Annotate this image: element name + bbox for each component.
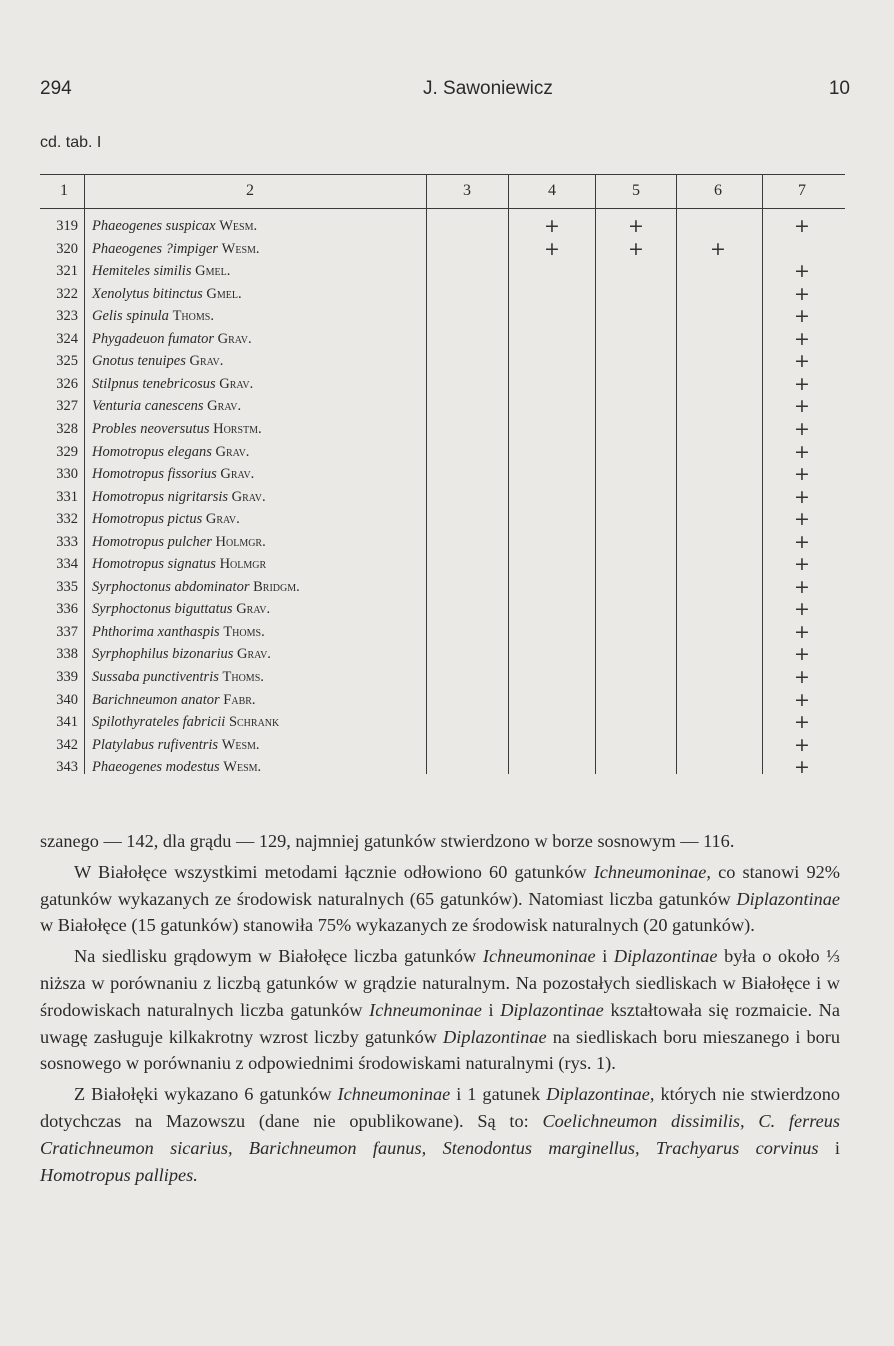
species-binomial: Homotropus nigritarsis [92, 488, 229, 505]
species-name [92, 376, 253, 393]
species-name [92, 624, 265, 641]
column-header: 7 [798, 182, 806, 199]
table-row [40, 757, 845, 780]
species-author: Grav. [237, 646, 271, 663]
row-number: 342 [56, 736, 78, 753]
column-header: 5 [632, 182, 640, 199]
presence-mark: + [794, 417, 810, 440]
species-author: Bridgm. [253, 578, 300, 595]
species-binomial: Barichneumon anator [92, 691, 220, 708]
species-author: Schrank [228, 714, 280, 731]
presence-mark: + [794, 305, 810, 328]
row-number: 323 [56, 308, 78, 325]
species-name [92, 263, 230, 280]
species-author: Wesm. [219, 218, 258, 234]
species-binomial: Homotropus pictus [92, 511, 203, 528]
species-author: Grav. [231, 488, 266, 505]
species-author: Thoms. [172, 308, 214, 325]
table-row [40, 667, 845, 690]
table-row [40, 599, 845, 622]
presence-mark: + [794, 350, 810, 373]
row-number: 327 [56, 398, 78, 415]
species-binomial: Gelis spinula [92, 308, 169, 325]
species-name [92, 353, 223, 370]
species-author: Wesm. [223, 759, 262, 776]
table-row [40, 554, 845, 577]
species-name [92, 489, 266, 506]
species-author: Holmgr [219, 556, 267, 573]
species-name [92, 241, 260, 258]
table-row [40, 351, 845, 374]
row-number: 333 [56, 533, 78, 550]
species-binomial: Sussaba punctiventris [92, 669, 219, 685]
presence-mark: + [794, 598, 810, 621]
table-row [40, 396, 845, 419]
species-name [92, 534, 266, 551]
species-author: Grav. [205, 511, 240, 528]
table-row [40, 712, 845, 735]
presence-mark: + [544, 237, 560, 260]
row-number: 339 [56, 669, 78, 685]
species-name [92, 398, 241, 415]
species-binomial: Homotropus signatus [92, 556, 216, 573]
species-name [92, 444, 249, 461]
presence-mark: + [794, 260, 810, 283]
row-number: 340 [56, 691, 78, 708]
table-row [40, 261, 845, 284]
species-name [92, 421, 262, 438]
species-name [92, 511, 240, 528]
paragraph: Na siedlisku grądowym w Białołęce liczba gatunków Ichneumoninae i Diplazontinae była o około ⅓ niższa w porównaniu z liczbą gatunków w grądzie naturalnym. Na pozostałych siedliskach w Białołęce i w środowiskach naturalnych liczba gatunków Ichneumoninae i Diplazontinae kształtowała się rozmaicie. Na uwagę zasługuje kilkakrotny wzrost liczby gatunków Diplazontinae na siedliskach boru mieszanego i boru sosnowego w porównaniu z odpowiednimi środowiskami naturalnymi (rys. 1). [40, 946, 840, 1074]
presence-mark: + [544, 215, 560, 237]
species-name [92, 646, 271, 663]
species-author: Grav. [220, 466, 255, 483]
species-author: Grav. [219, 375, 254, 392]
presence-mark: + [794, 666, 810, 688]
species-author: Horstm. [213, 420, 262, 437]
species-author: Grav. [215, 443, 250, 460]
species-author: Grav. [189, 353, 224, 370]
paragraph: W Białołęce wszystkimi metodami łącznie odłowiono 60 gatunków Ichneumoninae, co stanowi 92% gatunków wykazanych ze środowisk naturalnych (65 gatunków). Natomiast liczba gatunków Diplazontinae w Białołęce (15 gatunków) stanowiła 75% wykazanych ze środowisk naturalnych (20 gatunków). [40, 861, 840, 936]
presence-mark: + [794, 553, 810, 576]
species-binomial: Homotropus elegans [92, 443, 212, 460]
species-table [40, 168, 845, 778]
species-name [92, 601, 270, 618]
row-number: 330 [56, 466, 78, 483]
table-row [40, 644, 845, 667]
table-row [40, 442, 845, 465]
presence-mark: + [794, 530, 810, 553]
species-binomial: Phygadeuon fumator [92, 330, 215, 347]
presence-mark: + [794, 575, 810, 598]
paragraph: Z Białołęki wykazano 6 gatunków Ichneumoninae i 1 gatunek Diplazontinae, których nie stwierdzono dotychczas na Mazowszu (dane nie opublikowane). Są to: Coelichneumon dissimilis, C. ferreus Cratichneumon sicarius, Barichneumon faunus, Stenodontus marginellus, Trachyarus corvinus i Homotropus pallipes. [40, 1084, 841, 1185]
species-binomial: Xenolytus bitinctus [92, 285, 203, 302]
presence-mark: + [794, 688, 810, 711]
row-number: 326 [56, 375, 78, 392]
species-binomial: Syrphoctonus biguttatus [92, 601, 233, 618]
species-binomial: Phaeogenes ?impiger [92, 240, 219, 257]
row-number: 328 [56, 420, 78, 437]
running-header [40, 78, 850, 102]
presence-mark: + [794, 733, 810, 756]
column-header: 1 [60, 182, 68, 199]
species-author: Thoms. [223, 623, 265, 640]
species-binomial: Homotropus pulcher [92, 533, 212, 550]
species-author: Gmel. [195, 263, 231, 280]
row-number: 343 [56, 759, 78, 776]
table-row [40, 509, 845, 532]
presence-mark: + [628, 237, 644, 260]
row-number: 329 [56, 443, 78, 460]
table-row [40, 329, 845, 352]
presence-mark: + [794, 440, 810, 463]
species-name [92, 331, 252, 348]
table-top-rule [40, 174, 845, 175]
species-name [92, 556, 266, 573]
species-binomial: Venturia canescens [92, 398, 204, 415]
row-number: 321 [56, 263, 78, 280]
page-number: 294 [40, 78, 72, 99]
column-header: 3 [463, 182, 471, 199]
table-row [40, 306, 845, 329]
presence-mark: + [628, 215, 644, 237]
row-number: 325 [56, 353, 78, 370]
species-name [92, 308, 214, 325]
presence-mark: + [794, 463, 810, 486]
table-row [40, 487, 845, 510]
presence-mark: + [794, 620, 810, 643]
species-name [92, 669, 264, 686]
row-number: 337 [56, 623, 78, 640]
species-author: Gmel. [206, 285, 242, 302]
table-row [40, 419, 845, 442]
presence-mark: + [794, 372, 810, 395]
row-number: 336 [56, 601, 78, 618]
row-number: 338 [56, 646, 78, 663]
table-row [40, 577, 845, 600]
table-continuation-label: cd. tab. I [40, 134, 102, 151]
row-number: 335 [56, 578, 78, 595]
species-author: Grav. [207, 398, 242, 415]
row-number: 319 [56, 218, 78, 234]
table-row [40, 374, 845, 397]
species-author: Grav. [236, 601, 271, 618]
species-binomial: Probles neoversutus [92, 420, 210, 437]
species-binomial: Syrphoctonus abdominator [92, 578, 250, 595]
species-binomial: Syrphophilus bizonarius [92, 646, 234, 663]
row-number: 334 [56, 556, 78, 573]
presence-mark: + [794, 756, 810, 779]
row-number: 341 [56, 714, 78, 731]
presence-mark: + [794, 395, 810, 418]
table-row [40, 284, 845, 307]
species-binomial: Spilothyrateles fabricii [92, 714, 226, 731]
species-binomial: Phaeogenes modestus [92, 759, 220, 776]
presence-mark: + [794, 485, 810, 508]
species-binomial: Stilpnus tenebricosus [92, 375, 216, 392]
column-header: 4 [548, 182, 556, 199]
presence-mark: + [794, 508, 810, 531]
species-name [92, 218, 257, 235]
species-name [92, 692, 256, 709]
row-number: 332 [56, 511, 78, 528]
species-author: Wesm. [221, 736, 260, 753]
presence-mark: + [794, 215, 810, 237]
row-number: 324 [56, 330, 78, 347]
species-binomial: Phaeogenes suspicax [92, 218, 216, 234]
presence-mark: + [794, 643, 810, 666]
body-text [40, 828, 840, 1188]
row-number: 331 [56, 488, 78, 505]
species-name [92, 286, 242, 303]
species-binomial: Gnotus tenuipes [92, 353, 186, 370]
table-row [40, 735, 845, 758]
species-binomial: Platylabus rufiventris [92, 736, 219, 753]
species-author: Grav. [217, 330, 252, 347]
presence-mark: + [710, 237, 726, 260]
table-row [40, 532, 845, 555]
species-author: Wesm. [221, 240, 260, 257]
species-author: Thoms. [222, 669, 264, 685]
species-name [92, 737, 260, 754]
species-name [92, 466, 254, 483]
table-row [40, 216, 845, 239]
row-number: 322 [56, 285, 78, 302]
running-author: J. Sawoniewicz [423, 78, 553, 99]
species-name [92, 714, 279, 731]
species-name [92, 579, 300, 596]
species-binomial: Homotropus fissorius [92, 466, 217, 483]
table-row [40, 690, 845, 713]
species-author: Fabr. [223, 691, 256, 708]
presence-mark: + [794, 711, 810, 734]
species-author: Holmgr. [215, 533, 266, 550]
table-row [40, 464, 845, 487]
row-number: 320 [56, 240, 78, 257]
table-row [40, 622, 845, 645]
column-header: 2 [246, 182, 254, 199]
table-header-rule [40, 208, 845, 209]
species-name [92, 759, 261, 776]
species-binomial: Phthorima xanthaspis [92, 623, 220, 640]
table-row [40, 239, 845, 262]
presence-mark: + [794, 282, 810, 305]
issue-number: 10 [828, 78, 850, 99]
species-binomial: Hemiteles similis [92, 263, 192, 280]
presence-mark: + [794, 327, 810, 350]
column-header: 6 [714, 182, 722, 199]
paragraph: szanego — 142, dla grądu — 129, najmniej gatunków stwierdzono w borze sosnowym — 116. [40, 831, 735, 851]
